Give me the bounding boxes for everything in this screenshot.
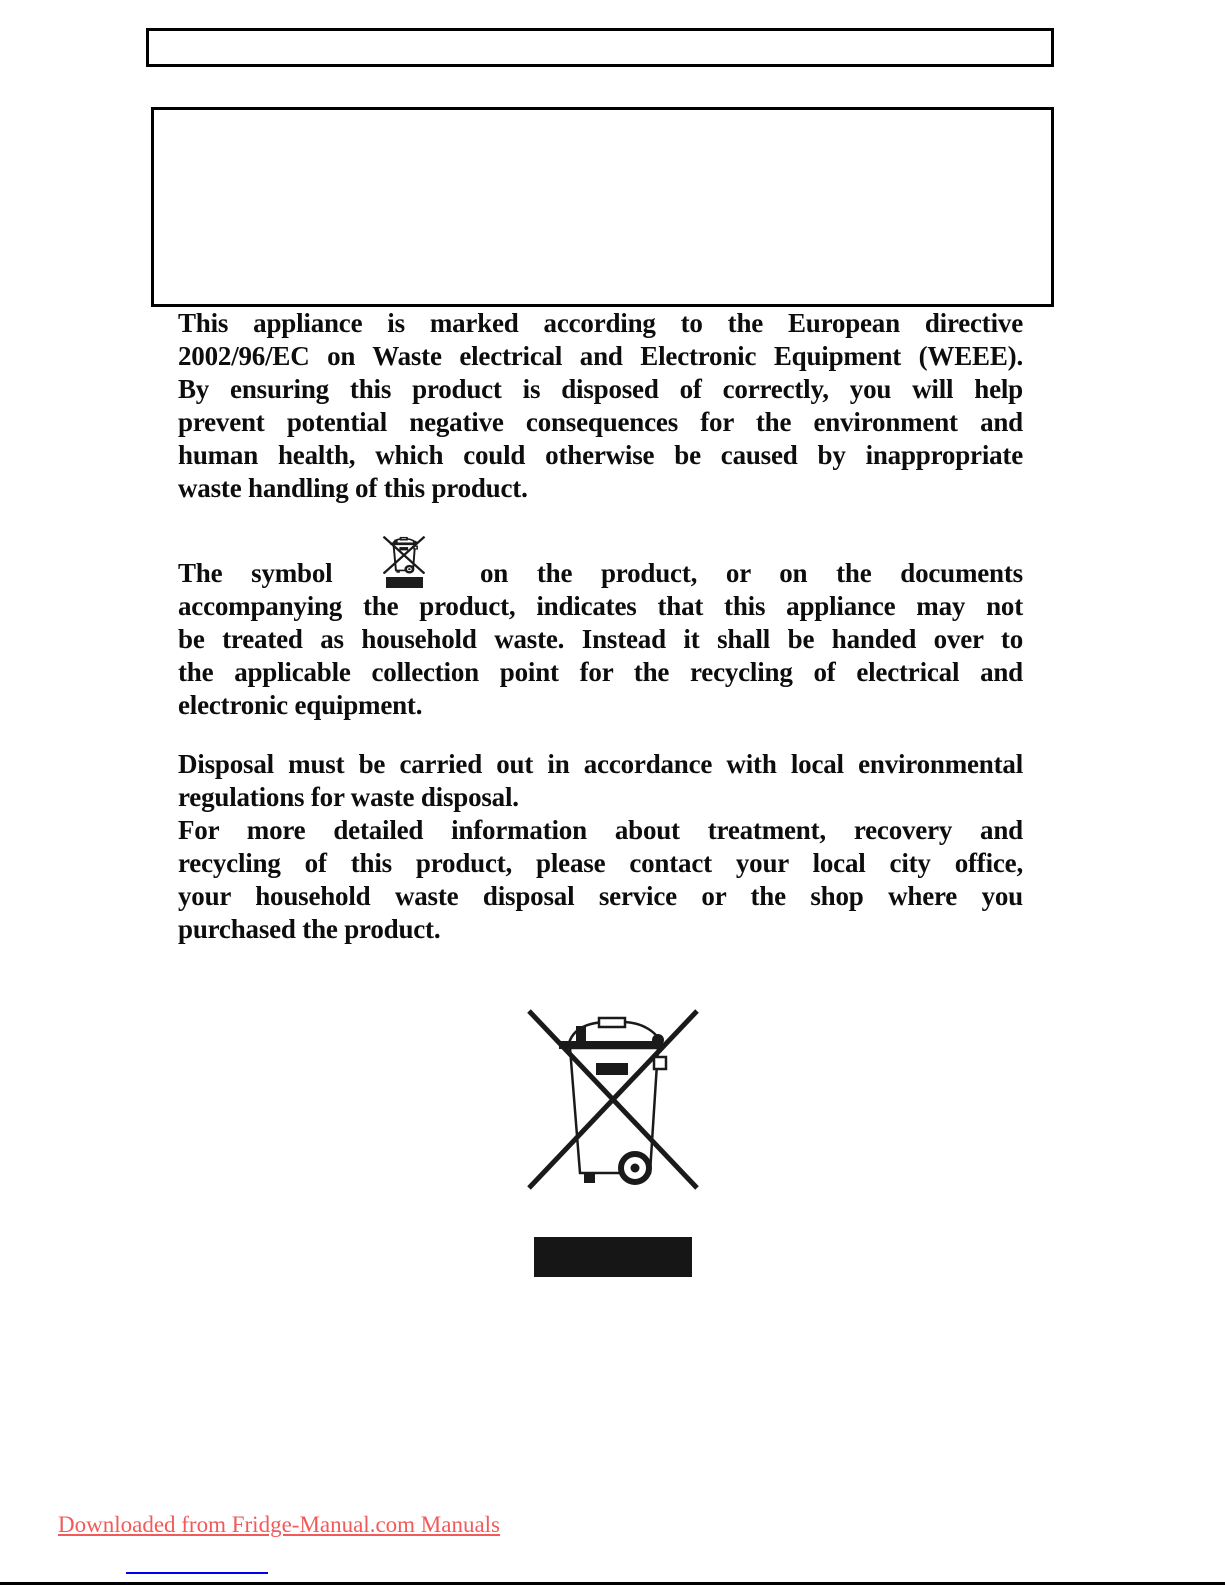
text-line: be treated as household waste. Instead it shall be handed over to	[178, 624, 1023, 654]
footer-link[interactable]: Downloaded from Fridge-Manual.com Manuals	[58, 1512, 501, 1537]
paragraph-more-info	[178, 814, 1023, 946]
weee-symbol-small-icon	[383, 558, 429, 582]
text-line: Disposal must be carried out in accordance with local environmental	[178, 749, 1023, 779]
text-line: human health, which could otherwise be caused by inappropriate	[178, 440, 1023, 470]
black-bar	[386, 577, 423, 588]
paragraph-directive	[178, 307, 1023, 505]
empty-header-box	[146, 28, 1054, 67]
empty-info-box	[151, 107, 1054, 307]
text-line: By ensuring this product is disposed of correctly, you will help	[178, 374, 1023, 404]
text-line: regulations for waste disposal.	[178, 782, 519, 812]
text-line: recycling of this product, please contact your local city office,	[178, 848, 1023, 878]
text-after-icon: on the product, or on the documents	[479, 558, 1023, 588]
text-line: the applicable collection point for the recycling of electrical and	[178, 657, 1023, 687]
crossed-out-wheelie-bin-large	[527, 1008, 699, 1190]
text-line: prevent potential negative consequences for the environment and	[178, 407, 1023, 437]
text-line: your household waste disposal service or the shop where you	[178, 881, 1023, 911]
text-line: For more detailed information about treatment, recovery and	[178, 815, 1023, 845]
text-line-with-icon	[178, 557, 1023, 590]
text-line: accompanying the product, indicates that this appliance may not	[178, 591, 1023, 621]
footer-blank-link-underline[interactable]	[126, 1572, 268, 1574]
crossed-out-wheelie-bin-small	[383, 536, 425, 574]
text-line: This appliance is marked according to the European directive	[178, 308, 1023, 338]
text-line: 2002/96/EC on Waste electrical and Electronic Equipment (WEEE).	[178, 341, 1023, 371]
document-body	[178, 307, 1023, 946]
black-bar	[534, 1237, 692, 1277]
text-line: waste handling of this product.	[178, 473, 528, 503]
weee-symbol-large-icon	[0, 1008, 1225, 1277]
paragraph-symbol	[178, 557, 1023, 722]
paragraph-disposal	[178, 748, 1023, 814]
text-line: electronic equipment.	[178, 690, 423, 720]
text-line: purchased the product.	[178, 914, 441, 944]
text-before-icon: The symbol	[178, 558, 333, 588]
